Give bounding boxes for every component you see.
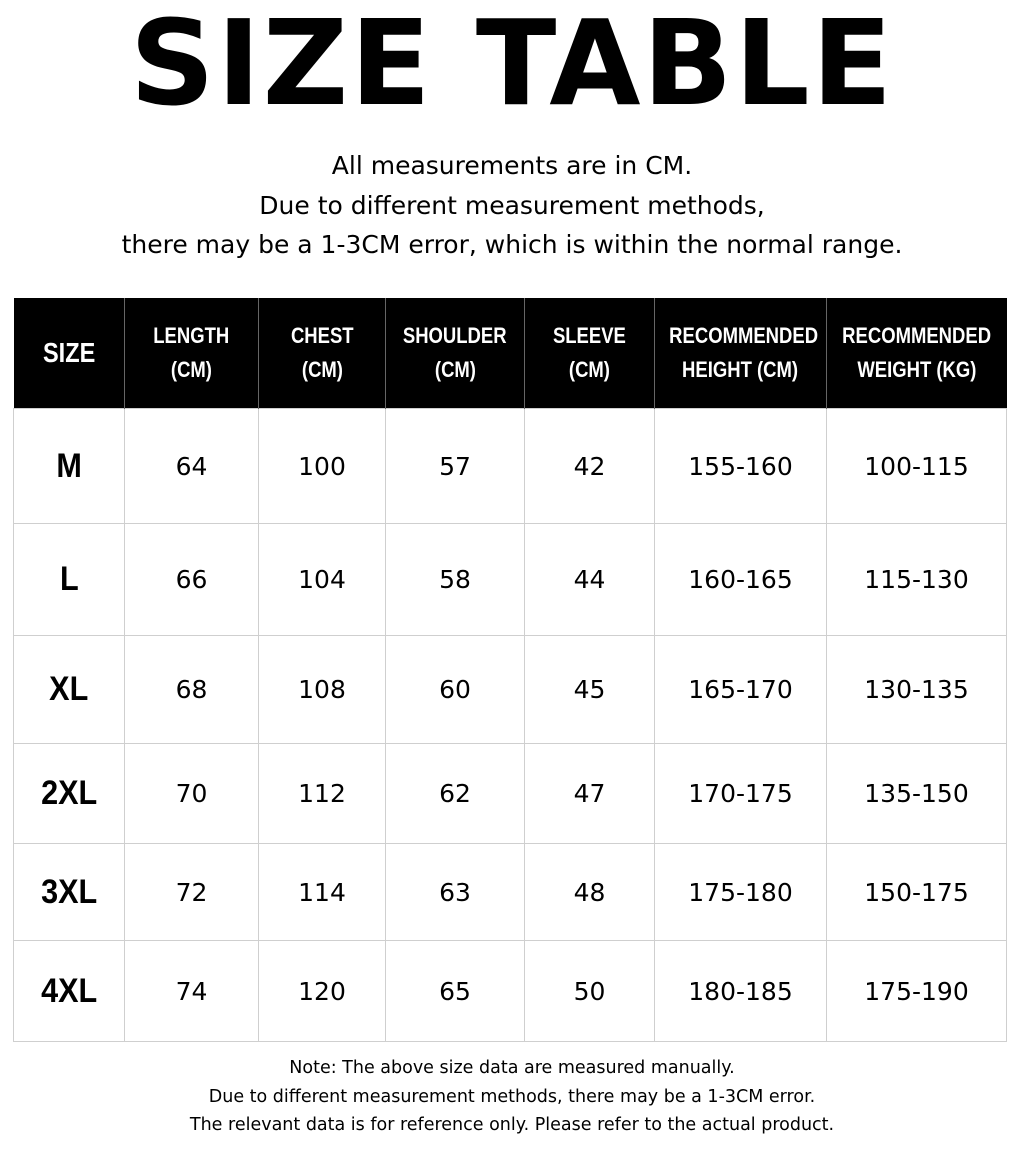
sleeve-cell: 44: [525, 524, 655, 636]
intro-line: there may be a 1-3CM error, which is within the normal range.: [121, 230, 903, 259]
sleeve-cell: 42: [525, 409, 655, 524]
weight-cell: 175-190: [827, 941, 1007, 1042]
size-label: 2XL: [14, 744, 125, 844]
table-row: [14, 524, 1007, 636]
chest-cell: 114: [259, 844, 386, 941]
height-cell: 165-170: [655, 636, 827, 744]
note-line: The relevant data is for reference only. Please refer to the actual product.: [189, 1115, 835, 1135]
weight-cell: 130-135: [827, 636, 1007, 744]
note-line: Note: The above size data are measured manually.: [289, 1058, 735, 1078]
chest-cell: 100: [259, 409, 386, 524]
size-table: [13, 298, 1007, 1042]
header-recommended-weight: RECOMMENDED WEIGHT (KG): [827, 298, 1007, 409]
sleeve-cell: 45: [525, 636, 655, 744]
shoulder-cell: 58: [386, 524, 525, 636]
weight-cell: 135-150: [827, 744, 1007, 844]
shoulder-cell: 57: [386, 409, 525, 524]
table-row: [14, 844, 1007, 941]
length-cell: 70: [125, 744, 259, 844]
intro-line: Due to different measurement methods,: [259, 190, 765, 220]
shoulder-cell: 63: [386, 844, 525, 941]
header-sleeve: SLEEVE (CM): [525, 298, 655, 409]
table-row: [14, 744, 1007, 844]
chest-cell: 112: [259, 744, 386, 844]
header-shoulder: SHOULDER (CM): [386, 298, 525, 409]
weight-cell: 100-115: [827, 409, 1007, 524]
header-chest: CHEST (CM): [259, 298, 386, 409]
length-cell: 66: [125, 524, 259, 636]
sleeve-cell: 50: [525, 941, 655, 1042]
intro-line: All measurements are in CM.: [331, 151, 693, 180]
header-size: SIZE: [14, 298, 125, 409]
length-cell: 68: [125, 636, 259, 744]
sleeve-cell: 48: [525, 844, 655, 941]
height-cell: 155-160: [655, 409, 827, 524]
length-cell: 64: [125, 409, 259, 524]
size-label: L: [14, 524, 125, 636]
chest-cell: 104: [259, 524, 386, 636]
size-label: XL: [14, 636, 125, 744]
chest-cell: 120: [259, 941, 386, 1042]
weight-cell: 150-175: [827, 844, 1007, 941]
header-length: LENGTH (CM): [125, 298, 259, 409]
shoulder-cell: 65: [386, 941, 525, 1042]
height-cell: 175-180: [655, 844, 827, 941]
shoulder-cell: 60: [386, 636, 525, 744]
note-line: Due to different measurement methods, there may be a 1-3CM error.: [208, 1086, 816, 1107]
sleeve-cell: 47: [525, 744, 655, 844]
height-cell: 160-165: [655, 524, 827, 636]
table-header-row: [14, 298, 1007, 409]
measurement-intro: [0, 146, 1024, 265]
weight-cell: 115-130: [827, 524, 1007, 636]
page-title: SIZE TABLE: [129, 0, 895, 132]
size-label: 3XL: [14, 844, 125, 941]
chest-cell: 108: [259, 636, 386, 744]
header-recommended-height: RECOMMENDED HEIGHT (CM): [655, 298, 827, 409]
size-label: M: [14, 409, 125, 524]
table-row: [14, 409, 1007, 524]
table-row: [14, 941, 1007, 1042]
disclaimer-note: [0, 1054, 1024, 1140]
size-label: 4XL: [14, 941, 125, 1042]
height-cell: 180-185: [655, 941, 827, 1042]
shoulder-cell: 62: [386, 744, 525, 844]
length-cell: 72: [125, 844, 259, 941]
height-cell: 170-175: [655, 744, 827, 844]
length-cell: 74: [125, 941, 259, 1042]
table-row: [14, 636, 1007, 744]
